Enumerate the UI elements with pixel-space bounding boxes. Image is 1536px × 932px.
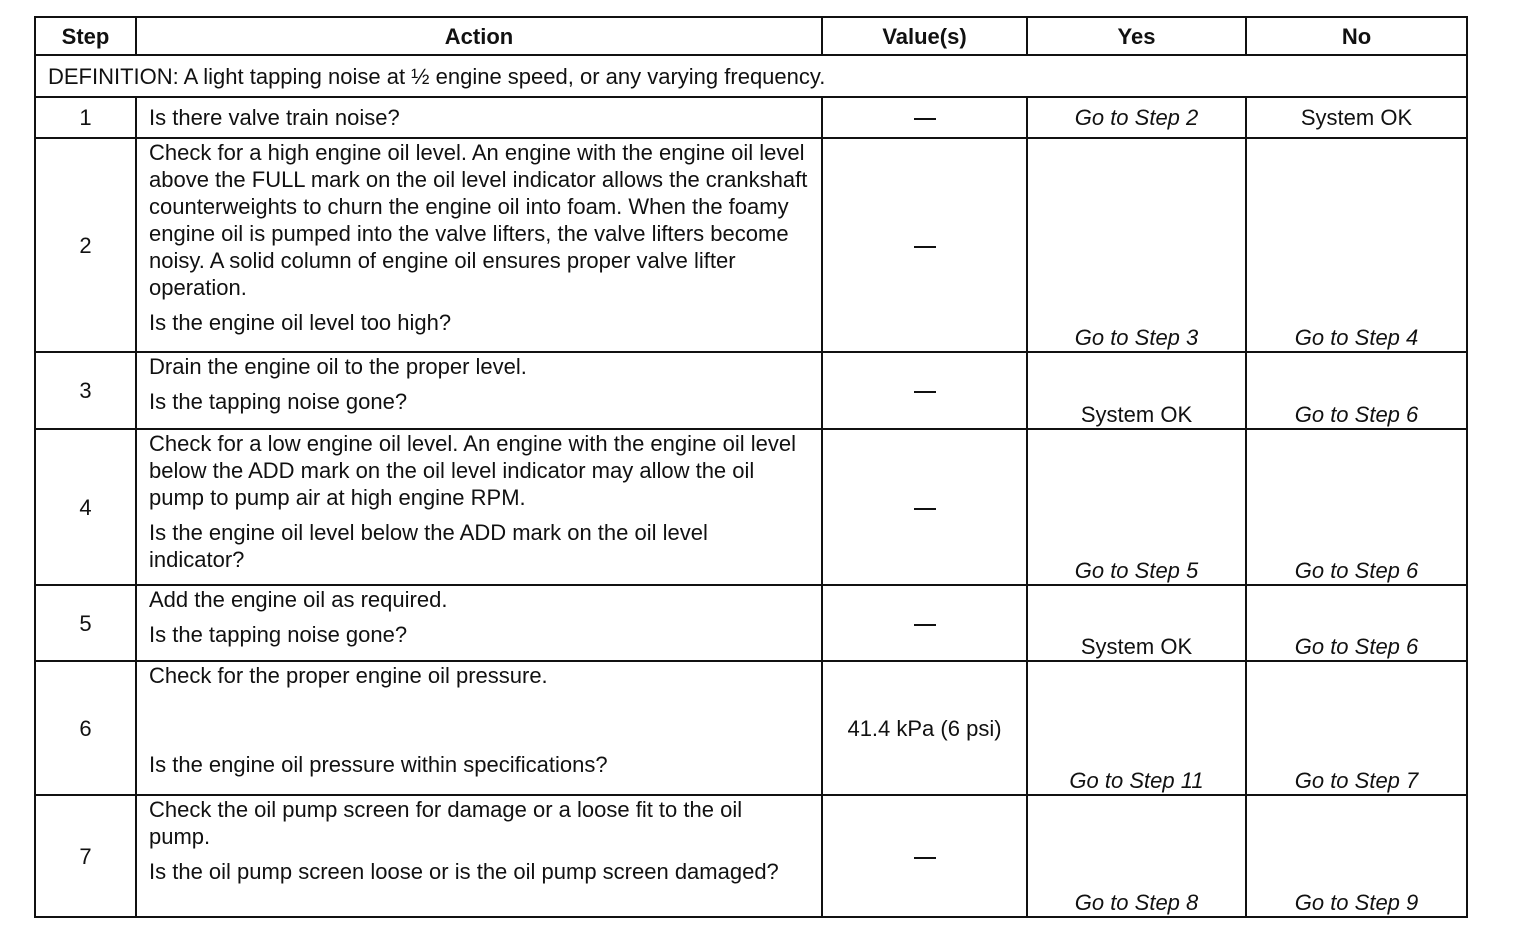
question-text: Is the engine oil level too high? [149, 310, 452, 335]
definition-row [35, 55, 1467, 97]
em-dash [914, 118, 936, 120]
action-cell [136, 429, 822, 585]
yes-cell: Go to Step 8 [1027, 795, 1246, 917]
value-cell [822, 138, 1027, 352]
definition-text: DEFINITION: A light tapping noise at ½ engine speed, or any varying frequency. [35, 55, 1467, 97]
step-number: 2 [35, 138, 136, 352]
header-yes: Yes [1027, 17, 1246, 55]
step-number: 1 [35, 97, 136, 138]
table-row [35, 661, 1467, 795]
action-cell [136, 661, 822, 795]
action-text: Drain the engine oil to the proper level. [149, 354, 527, 379]
no-cell: Go to Step 6 [1246, 352, 1467, 429]
value-cell [822, 352, 1027, 429]
action-text: Check for a high engine oil level. An engine with the engine oil level above the FULL mark on the oil level indicator allows the crankshaft counterweights to churn the engine oil into foam. When the foamy engine oil is pumped into the valve lifters, the valve lifters become noisy. A solid column of engine oil ensures proper valve lifter operation. [149, 140, 808, 300]
yes-cell: Go to Step 11 [1027, 661, 1246, 795]
step-number: 6 [35, 661, 136, 795]
yes-cell: Go to Step 2 [1027, 97, 1246, 138]
value-cell [822, 585, 1027, 661]
table-row [35, 585, 1467, 661]
em-dash [914, 391, 936, 393]
header-values: Value(s) [822, 17, 1027, 55]
action-text: Check for a low engine oil level. An engine with the engine oil level below the ADD mark on the oil level indicator may allow the oil pump to pump air at high engine RPM. [149, 431, 796, 510]
step-number: 4 [35, 429, 136, 585]
value-text: 41.4 kPa (6 psi) [822, 661, 1027, 795]
question-text: Is the oil pump screen loose or is the oil pump screen damaged? [149, 859, 779, 884]
table-row [35, 97, 1467, 138]
question-text: Is there valve train noise? [149, 105, 400, 130]
table-row [35, 138, 1467, 352]
yes-cell: Go to Step 3 [1027, 138, 1246, 352]
action-cell [136, 97, 822, 138]
action-cell [136, 138, 822, 352]
value-cell [822, 97, 1027, 138]
action-cell [136, 585, 822, 661]
value-cell [822, 429, 1027, 585]
action-text: Add the engine oil as required. [149, 587, 448, 612]
no-cell: System OK [1246, 97, 1467, 138]
value-cell [822, 795, 1027, 917]
header-no: No [1246, 17, 1467, 55]
action-text: Check for the proper engine oil pressure. [149, 663, 548, 688]
header-step: Step [35, 17, 136, 55]
question-text: Is the tapping noise gone? [149, 389, 408, 414]
question-text: Is the engine oil level below the ADD mark on the oil level indicator? [149, 520, 708, 572]
step-number: 7 [35, 795, 136, 917]
header-row [35, 17, 1467, 55]
em-dash [914, 857, 936, 859]
yes-cell: System OK [1027, 585, 1246, 661]
table-row [35, 795, 1467, 917]
action-cell [136, 352, 822, 429]
table-row [35, 429, 1467, 585]
action-cell [136, 795, 822, 917]
no-cell: Go to Step 4 [1246, 138, 1467, 352]
no-cell: Go to Step 7 [1246, 661, 1467, 795]
question-text: Is the engine oil pressure within specifications? [149, 752, 608, 777]
yes-cell: Go to Step 5 [1027, 429, 1246, 585]
em-dash [914, 246, 936, 248]
question-text: Is the tapping noise gone? [149, 622, 408, 647]
no-cell: Go to Step 9 [1246, 795, 1467, 917]
no-cell: Go to Step 6 [1246, 429, 1467, 585]
step-number: 5 [35, 585, 136, 661]
diagnostic-table [34, 16, 1468, 918]
table-row [35, 352, 1467, 429]
action-text: Check the oil pump screen for damage or a loose fit to the oil pump. [149, 797, 743, 849]
no-cell: Go to Step 6 [1246, 585, 1467, 661]
header-action: Action [136, 17, 822, 55]
step-number: 3 [35, 352, 136, 429]
yes-cell: System OK [1027, 352, 1246, 429]
em-dash [914, 508, 936, 510]
em-dash [914, 624, 936, 626]
